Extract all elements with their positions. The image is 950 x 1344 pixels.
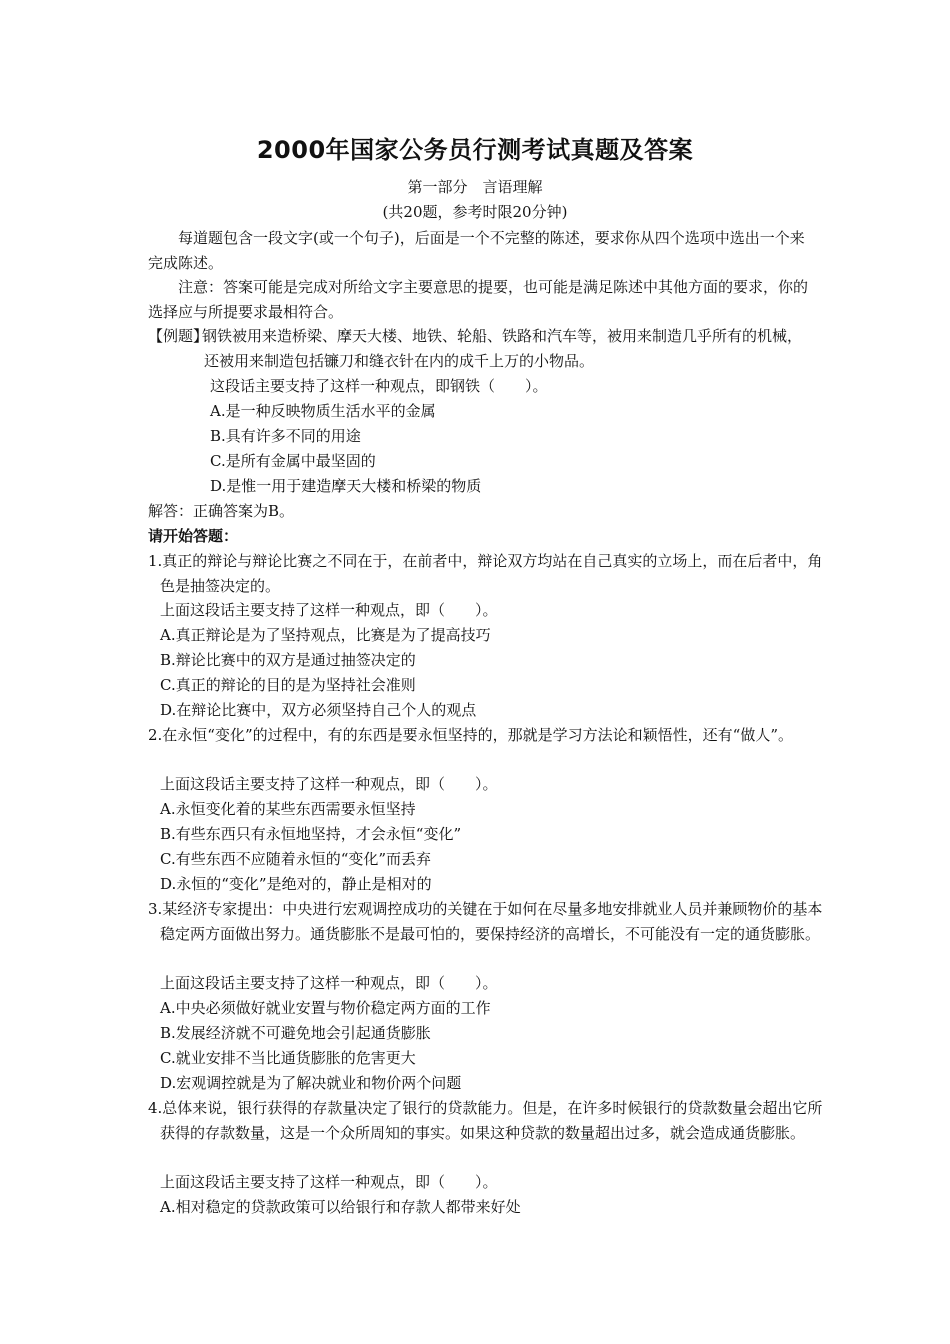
question-2-option-c: C.有些东西不应随着永恒的“变化”而丢弃 [160, 850, 432, 868]
question-2-stem: 2.在永恒“变化”的过程中，有的东西是要永恒坚持的，那就是学习方法论和颖悟性，还有“做人”。 [148, 726, 793, 744]
section-subheading: (共20题，参考时限20分钟) [382, 203, 568, 221]
question-1-option-d: D.在辩论比赛中，双方必须坚持自己个人的观点 [160, 701, 477, 719]
question-3-option-b: B.发展经济就不可避免地会引起通货膨胀 [160, 1024, 431, 1042]
example-option-b: B.具有许多不同的用途 [210, 427, 361, 445]
section-heading: 第一部分 言语理解 [407, 178, 543, 196]
example-option-a: A.是一种反映物质生活水平的金属 [210, 402, 436, 420]
intro-paragraph: 每道题包含一段文字(或一个句子)，后面是一个不完整的陈述，要求你从四个选项中选出一个来完成陈述。 [148, 229, 805, 272]
start-label: 请开始答题： [148, 527, 239, 545]
example-answer: 解答：正确答案为B。 [148, 502, 295, 520]
question-1-option-a: A.真正辩论是为了坚持观点，比赛是为了提高技巧 [160, 626, 491, 644]
question-4-option-a: A.相对稳定的贷款政策可以给银行和存款人都带来好处 [160, 1198, 521, 1216]
question-3-option-d: D.宏观调控就是为了解决就业和物价两个问题 [160, 1074, 462, 1092]
question-1-stem: 1.真正的辩论与辩论比赛之不同在于，在前者中，辩论双方均站在自己真实的立场上，而在后者中，角色是抽签决定的。 [148, 552, 823, 595]
question-3-option-c: C.就业安排不当比通货膨胀的危害更大 [160, 1049, 416, 1067]
question-4-stem: 4.总体来说，银行获得的存款量决定了银行的贷款能力。但是，在许多时候银行的贷款数量会超出它所获得的存款数量，这是一个众所周知的事实。如果这种贷款的数量超出过多，就会造成通货膨胀。 [148, 1099, 823, 1142]
intro-note: 注意：答案可能是完成对所给文字主要意思的提要，也可能是满足陈述中其他方面的要求，你的选择应与所提要求最相符合。 [148, 278, 809, 321]
example-text: 钢铁被用来造桥梁、摩天大楼、地铁、轮船、铁路和汽车等，被用来制造几乎所有的机械，还被用来制造包括镰刀和缝衣针在内的成千上万的小物品。 [202, 327, 803, 370]
example-question: 这段话主要支持了这样一种观点，即钢铁（ ）。 [210, 377, 548, 395]
page-title: 2000年国家公务员行测考试真题及答案 [256, 136, 694, 164]
example-option-d: D.是惟一用于建造摩天大楼和桥梁的物质 [210, 477, 482, 495]
question-2-option-b: B.有些东西只有永恒地坚持，才会永恒“变化” [160, 825, 462, 843]
question-4-prompt: 上面这段话主要支持了这样一种观点，即（ ）。 [160, 1173, 498, 1191]
question-1-option-b: B.辩论比赛中的双方是通过抽签决定的 [160, 651, 416, 669]
question-1-prompt: 上面这段话主要支持了这样一种观点，即（ ）。 [160, 601, 498, 619]
example-label: 【例题】 [148, 327, 209, 345]
question-2-option-d: D.永恒的“变化”是绝对的，静止是相对的 [160, 875, 432, 893]
question-2-prompt: 上面这段话主要支持了这样一种观点，即（ ）。 [160, 775, 498, 793]
example-option-c: C.是所有金属中最坚固的 [210, 452, 376, 470]
question-2-option-a: A.永恒变化着的某些东西需要永恒坚持 [160, 800, 416, 818]
question-3-stem: 3.某经济专家提出：中央进行宏观调控成功的关键在于如何在尽量多地安排就业人员并兼顾物价的基本稳定两方面做出努力。通货膨胀不是最可怕的，要保持经济的高增长，不可能没有一定的通货膨胀。 [148, 900, 823, 943]
question-3-prompt: 上面这段话主要支持了这样一种观点，即（ ）。 [160, 974, 498, 992]
question-1-option-c: C.真正的辩论的目的是为坚持社会准则 [160, 676, 416, 694]
question-3-option-a: A.中央必须做好就业安置与物价稳定两方面的工作 [160, 999, 491, 1017]
